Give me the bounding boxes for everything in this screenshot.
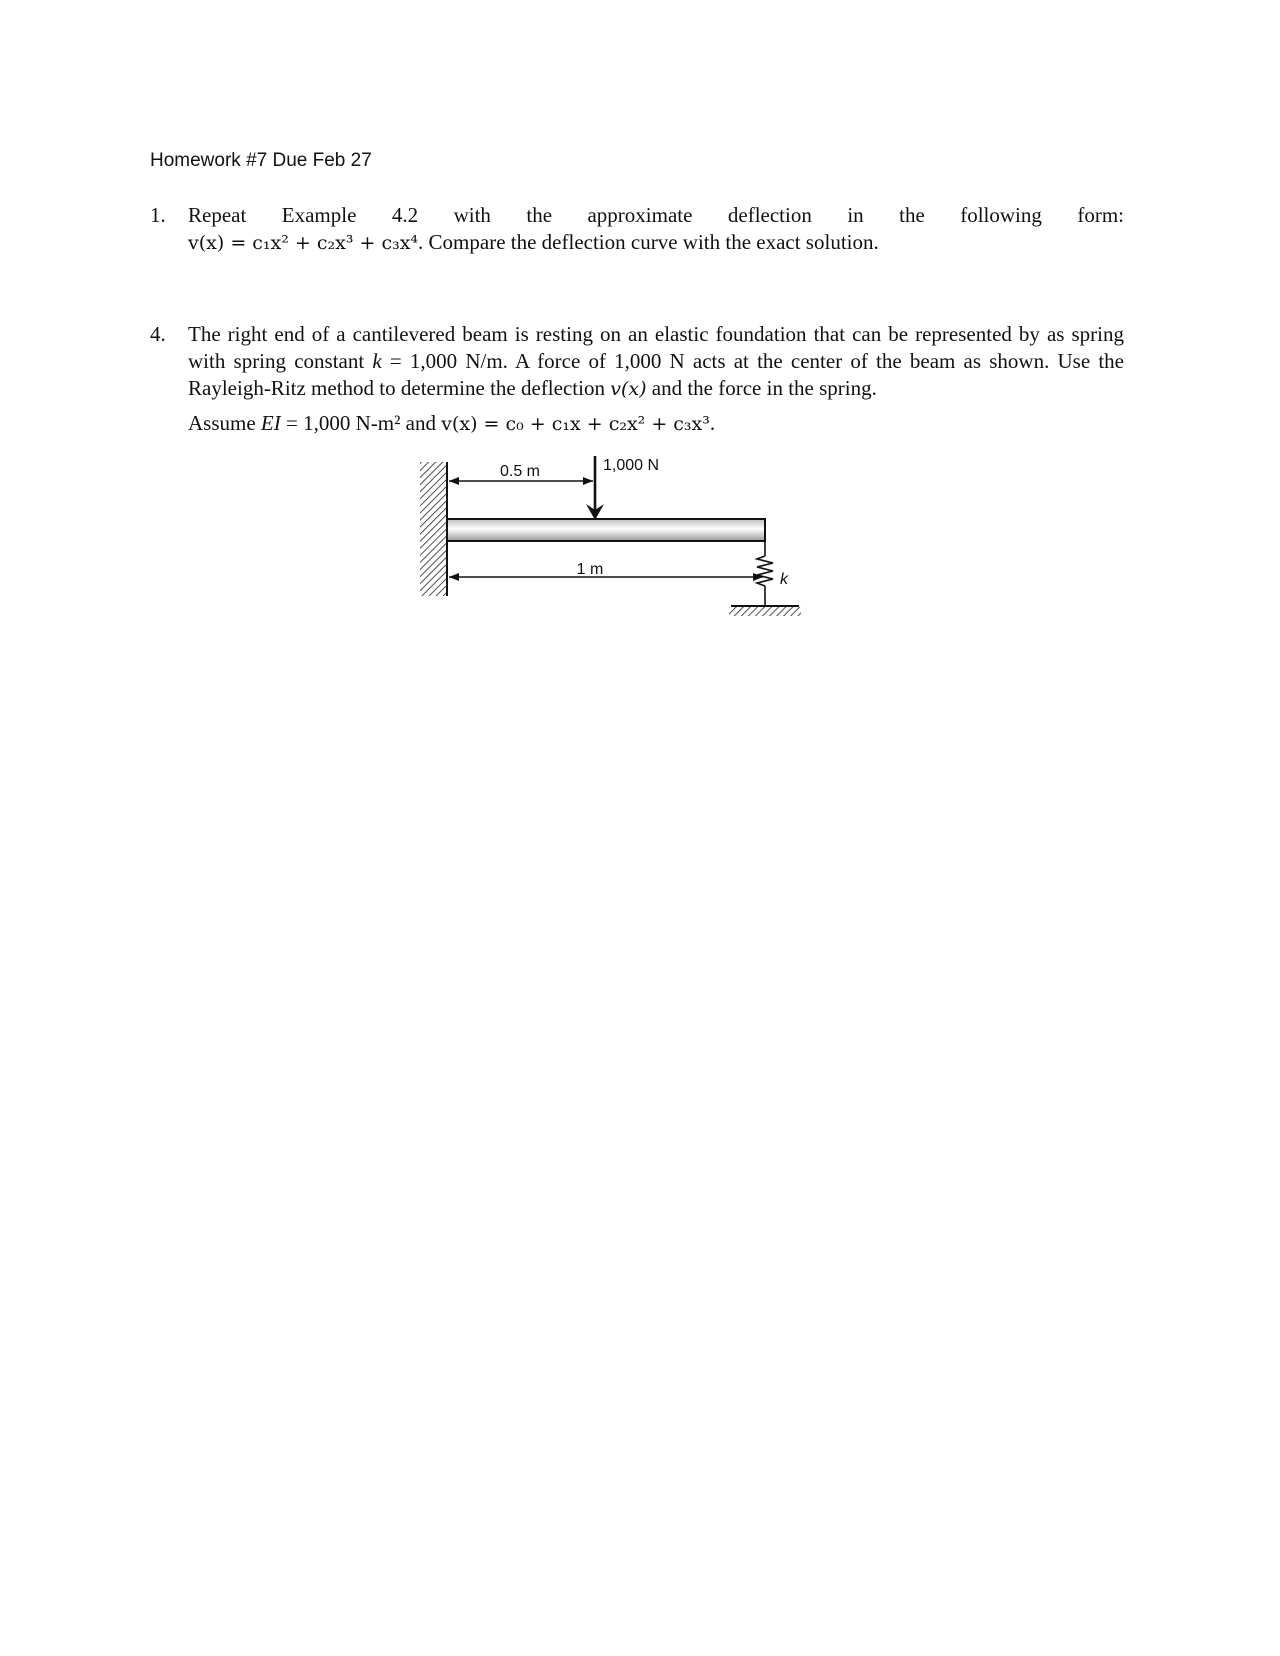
problem-1-word: approximate xyxy=(587,203,693,227)
assume-end: . xyxy=(709,410,716,435)
problem-4 xyxy=(150,321,1124,437)
problem-1-number: 1. xyxy=(150,203,166,227)
problem-1-word: following xyxy=(960,203,1042,227)
problem-1-word: Example xyxy=(281,203,357,227)
assume-prefix: Assume xyxy=(188,410,256,435)
problem-4-text-part2: = 1,000 N/m. A force of 1,000 N acts at the center of the beam as shown. Use the Rayleigh-Ritz method to determine the deflection xyxy=(188,348,1124,400)
problem-1 xyxy=(150,202,1124,256)
page-title: Homework #7 Due Feb 27 xyxy=(150,150,372,171)
force-label: 1,000 N xyxy=(603,457,660,474)
problem-4-text xyxy=(188,321,1124,437)
problem-4-text-part1: The right end of a cantilevered beam is resting on an elastic foundation that can be represented by as spring with spring constant xyxy=(188,322,1124,373)
fixed-wall-hatch xyxy=(420,462,447,596)
spring-label: k xyxy=(780,571,788,588)
k-symbol: k xyxy=(372,348,382,373)
problem-1-equation: v(x) = c₁x² + c₂x³ + c₃x⁴ xyxy=(188,231,419,254)
full-length-label: 1 m xyxy=(576,561,604,578)
problem-1-word: the xyxy=(899,203,925,227)
problem-1-word: in xyxy=(847,203,864,227)
problem-1-word: with xyxy=(453,203,491,227)
problem-4-number: 4. xyxy=(150,322,166,346)
assume-value: = 1,000 N-m² and xyxy=(286,410,436,435)
assume-equation: v(x) = c₀ + c₁x + c₂x² + c₃x³ xyxy=(441,412,710,435)
beam-figure xyxy=(420,457,860,670)
assume-line xyxy=(188,410,1124,437)
problem-1-word: the xyxy=(526,203,553,227)
problem-1-word: 4.2 xyxy=(391,203,419,227)
ground-hatch xyxy=(729,607,801,616)
problem-1-word: deflection xyxy=(727,203,812,227)
beam xyxy=(447,519,765,541)
problem-1-line1 xyxy=(188,202,1124,229)
problem-1-word: Repeat xyxy=(188,203,247,227)
problem-4-text-part3: and the force in the spring. xyxy=(651,375,877,400)
problem-1-line2-rest: . Compare the deflection curve with the exact solution. xyxy=(418,229,879,254)
beam-diagram xyxy=(420,457,860,670)
ei-symbol: EI xyxy=(260,410,281,435)
problem-1-text xyxy=(188,202,1124,256)
deflection-symbol: v(x) xyxy=(610,377,647,400)
spring-coil xyxy=(757,556,773,586)
half-length-label: 0.5 m xyxy=(499,463,541,480)
problem-1-word: form: xyxy=(1077,203,1124,227)
